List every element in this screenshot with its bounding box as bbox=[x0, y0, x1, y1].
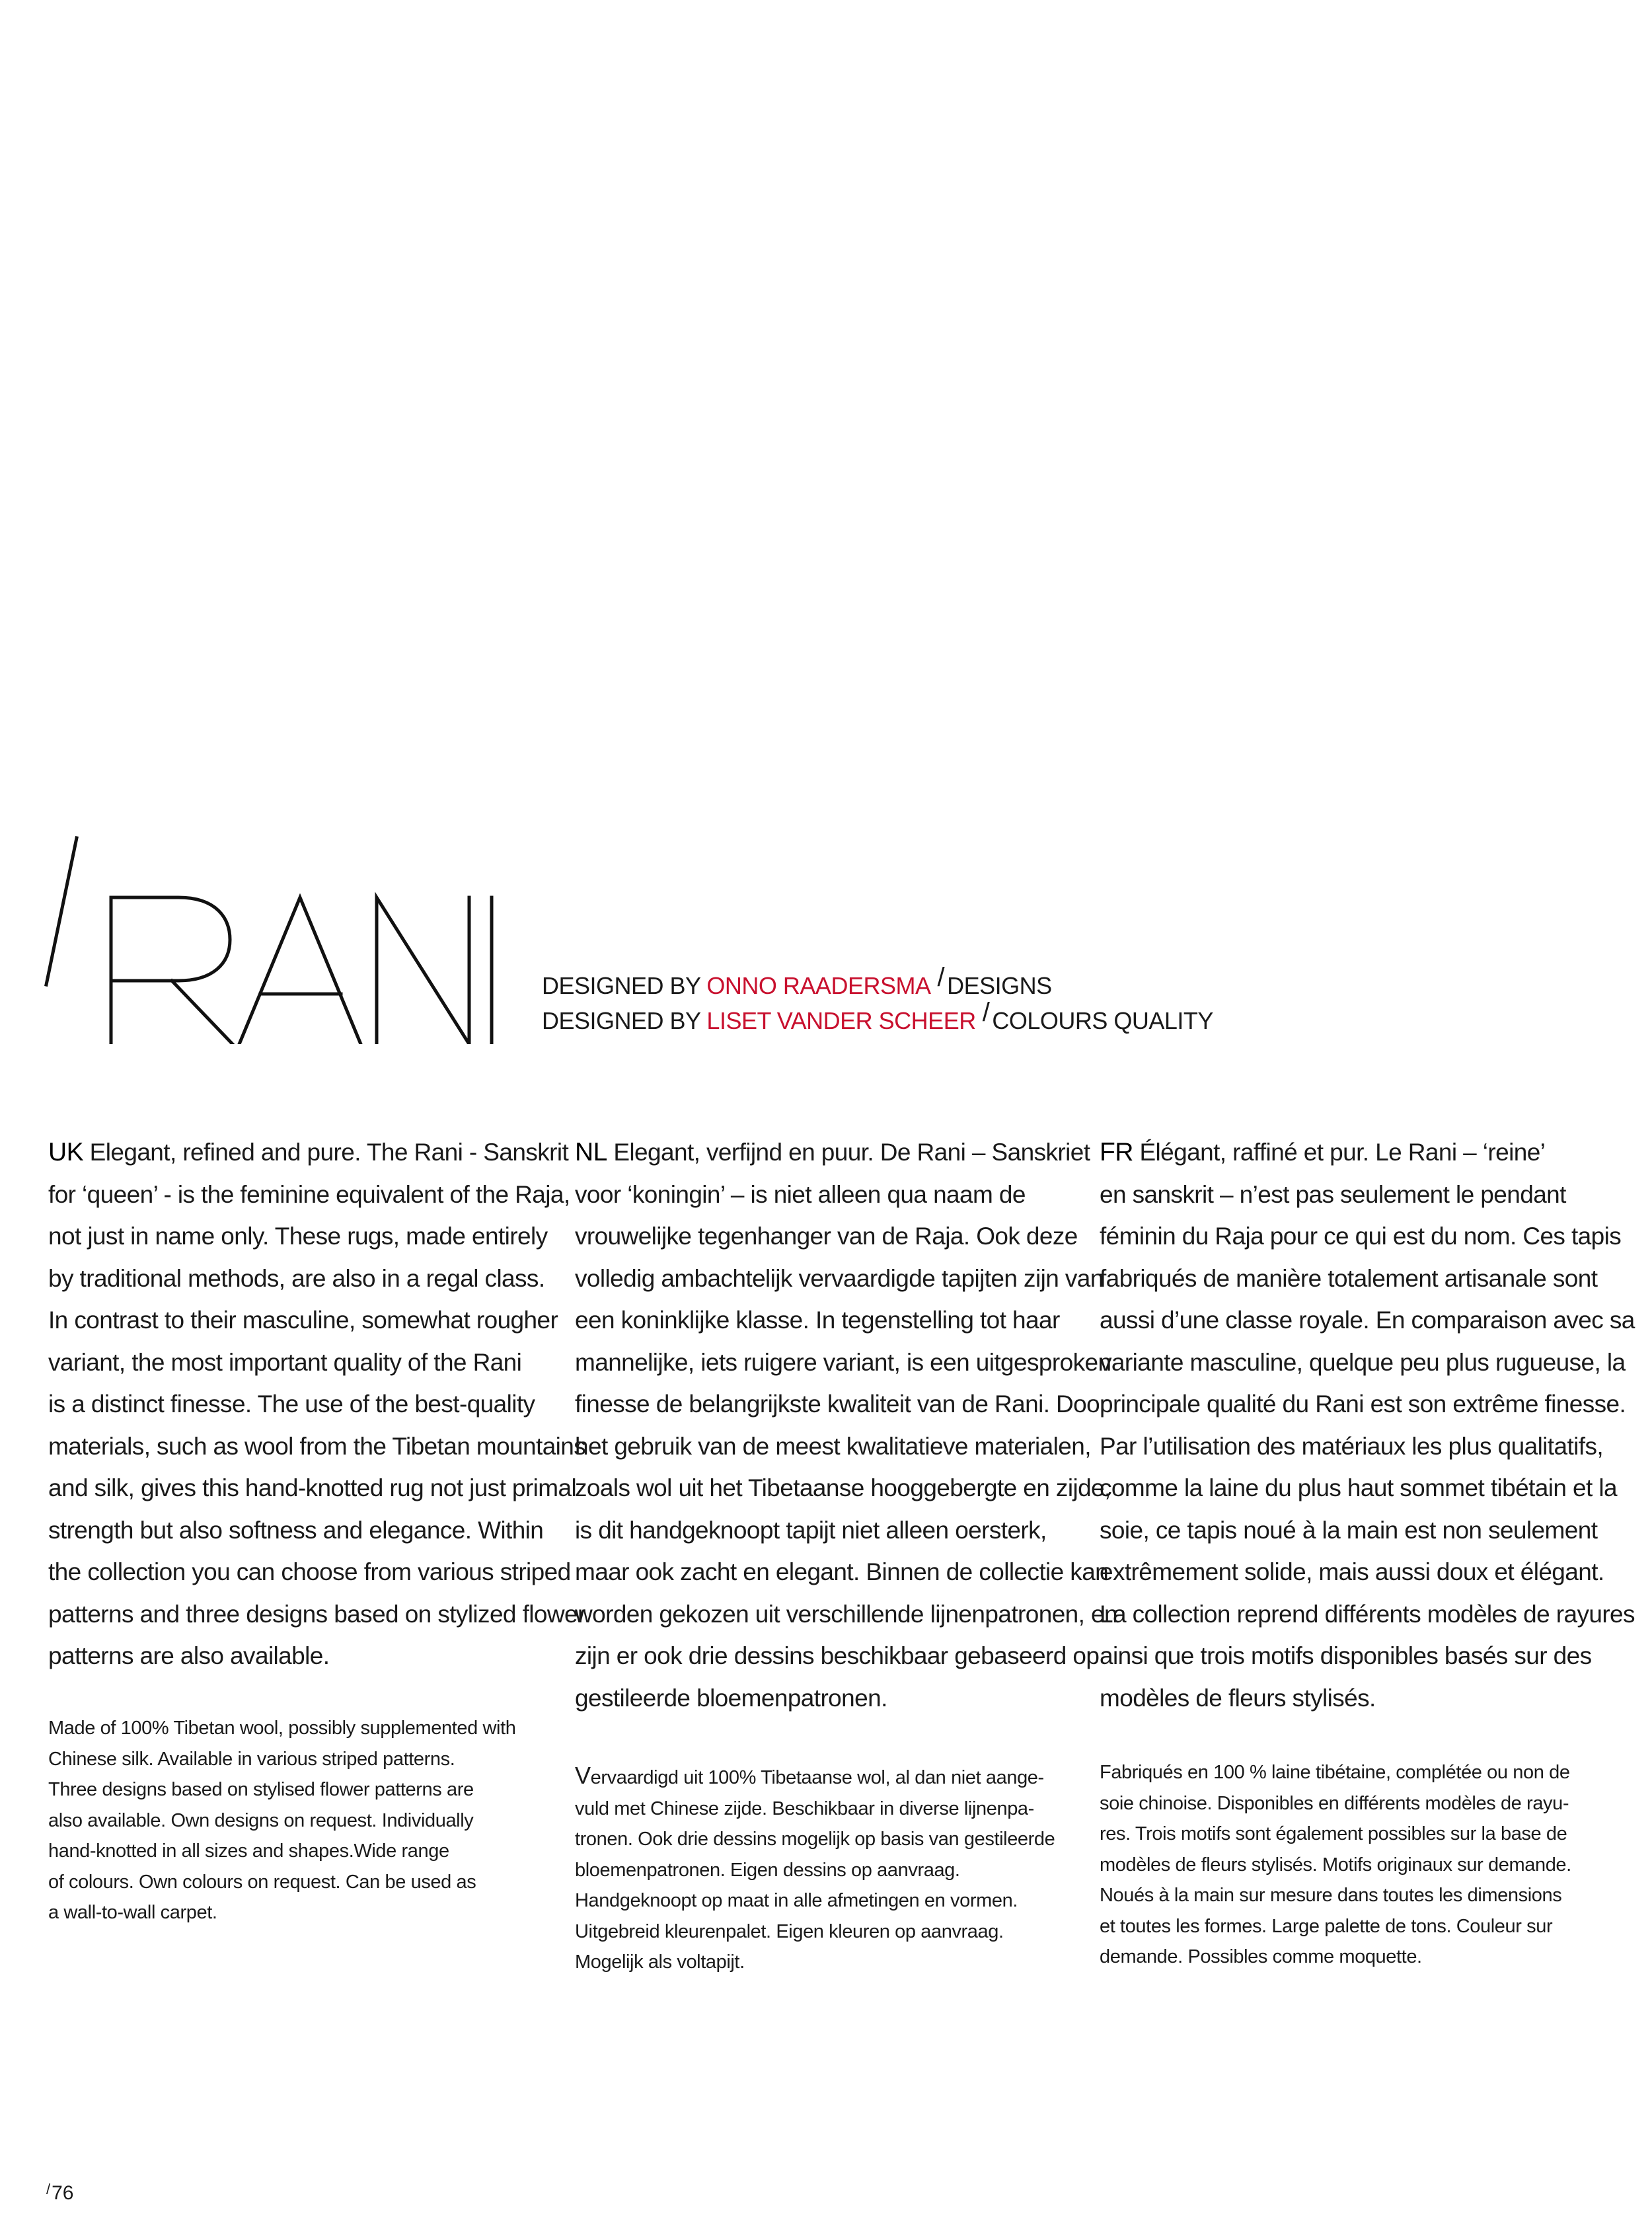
spec-line: tronen. Ook drie dessins mogelijk op basis van gestileerde bbox=[575, 1829, 1055, 1850]
spec-line: demande. Possibles comme moquette. bbox=[1100, 1946, 1422, 1967]
spec-line: Three designs based on stylised flower patterns are bbox=[48, 1779, 474, 1800]
text-line bbox=[575, 1131, 1090, 1174]
credit-separator: / bbox=[982, 998, 990, 1027]
spec-line: Fabriqués en 100 % laine tibétaine, complétée ou non de bbox=[1100, 1762, 1570, 1783]
credit-separator: / bbox=[937, 963, 945, 992]
credit-prefix: DESIGNED BY bbox=[542, 972, 707, 999]
title-letter-a bbox=[239, 897, 361, 1044]
text-line: patterns and three designs based on stylized flower bbox=[48, 1600, 585, 1628]
text-line: maar ook zacht en elegant. Binnen de collectie kan bbox=[575, 1558, 1109, 1585]
title-letter-r bbox=[111, 897, 233, 1044]
spec-line: Noués à la main sur mesure dans toutes les dimensions bbox=[1100, 1885, 1562, 1906]
product-specs bbox=[48, 1713, 515, 1928]
spec-line: modèles de fleurs stylisés. Motifs originaux sur demande. bbox=[1100, 1854, 1571, 1875]
text-line: zoals wol uit het Tibetaanse hooggebergte en zijde, bbox=[575, 1474, 1111, 1501]
text-line: La collection reprend différents modèles de rayures bbox=[1100, 1600, 1635, 1628]
page-number-slash: / bbox=[46, 2181, 51, 2197]
text-line: worden gekozen uit verschillende lijnenpatronen, en bbox=[575, 1600, 1117, 1628]
column-uk bbox=[48, 1131, 586, 1923]
text-line: fabriqués de manière totalement artisanale sont bbox=[1100, 1264, 1598, 1292]
spec-line: also available. Own designs on request. Individually bbox=[48, 1809, 474, 1831]
text-line: ainsi que trois motifs disponibles basés sur des bbox=[1100, 1642, 1592, 1669]
text-line: principale qualité du Rani est son extrême finesse. bbox=[1100, 1390, 1626, 1418]
text-line: aussi d’une classe royale. En comparaison avec sa bbox=[1100, 1307, 1635, 1334]
text-line: materials, such as wool from the Tibetan mountains bbox=[48, 1432, 586, 1460]
text-line: variant, the most important quality of the Rani bbox=[48, 1348, 522, 1376]
spec-line: Handgeknoopt op maat in alle afmetingen en vormen. bbox=[575, 1890, 1018, 1911]
language-code: UK bbox=[48, 1138, 83, 1166]
spec-line: a wall-to-wall carpet. bbox=[48, 1902, 217, 1923]
text-line: een koninklijke klasse. In tegenstelling tot haar bbox=[575, 1307, 1060, 1334]
credit-role: COLOURS QUALITY bbox=[992, 1007, 1213, 1034]
spec-line: res. Trois motifs sont également possibles sur la base de bbox=[1100, 1823, 1567, 1844]
credit-line-2 bbox=[542, 998, 1213, 1038]
language-code: FR bbox=[1100, 1138, 1133, 1166]
credit-line-1 bbox=[542, 963, 1213, 1003]
text-line: finesse de belangrijkste kwaliteit van de Rani. Door bbox=[575, 1390, 1108, 1418]
drop-letter: V bbox=[575, 1762, 591, 1789]
text-line: patterns are also available. bbox=[48, 1642, 330, 1669]
text-line: comme la laine du plus haut sommet tibétain et la bbox=[1100, 1474, 1617, 1501]
spec-line: soie chinoise. Disponibles en différents modèles de rayu- bbox=[1100, 1792, 1569, 1814]
text-line: extrêmement solide, mais aussi doux et élégant. bbox=[1100, 1558, 1604, 1585]
page-number bbox=[46, 2182, 74, 2205]
text-line-content: Elegant, verfijnd en puur. De Rani – Sanskriet bbox=[607, 1139, 1090, 1166]
title-slash bbox=[46, 838, 77, 985]
text-line: strength but also softness and elegance. Within bbox=[48, 1516, 544, 1544]
text-line: volledig ambachtelijk vervaardigde tapijten zijn van bbox=[575, 1264, 1104, 1292]
text-line: for ‘queen’ - is the feminine equivalent of the Raja, bbox=[48, 1180, 570, 1208]
spec-line: Chinese silk. Available in various striped patterns. bbox=[48, 1748, 455, 1770]
text-line: féminin du Raja pour ce qui est du nom. Ces tapis bbox=[1100, 1223, 1622, 1250]
text-line bbox=[48, 1131, 569, 1174]
spec-line: hand-knotted in all sizes and shapes.Wide range bbox=[48, 1840, 449, 1862]
text-line: en sanskrit – n’est pas seulement le pendant bbox=[1100, 1180, 1566, 1208]
language-code: NL bbox=[575, 1138, 607, 1166]
text-line: not just in name only. These rugs, made entirely bbox=[48, 1223, 548, 1250]
text-line: variante masculine, quelque peu plus rugueuse, la bbox=[1100, 1348, 1626, 1376]
text-line: voor ‘koningin’ – is niet alleen qua naam de bbox=[575, 1180, 1026, 1208]
page-number-value: 76 bbox=[52, 2182, 74, 2204]
text-line bbox=[1100, 1131, 1608, 1174]
text-line: by traditional methods, are also in a regal class. bbox=[48, 1264, 545, 1292]
text-line: gestileerde bloemenpatronen. bbox=[575, 1684, 887, 1712]
text-line: is a distinct finesse. The use of the best-quality bbox=[48, 1390, 535, 1418]
spec-line: bloemenpatronen. Eigen dessins op aanvraag. bbox=[575, 1859, 960, 1881]
text-line: vrouwelijke tegenhanger van de Raja. Ook deze bbox=[575, 1223, 1078, 1250]
credit-prefix: DESIGNED BY bbox=[542, 1007, 707, 1034]
product-specs bbox=[575, 1761, 1055, 1978]
text-line: In contrast to their masculine, somewhat rougher bbox=[48, 1307, 558, 1334]
text-line: the collection you can choose from various striped bbox=[48, 1558, 571, 1585]
designer-name: LISET VANDER SCHEER bbox=[706, 1007, 976, 1034]
spec-line: vuld met Chinese zijde. Beschikbaar in diverse lijnenpa- bbox=[575, 1798, 1034, 1819]
text-line: soie, ce tapis noué à la main est non seulement bbox=[1100, 1516, 1598, 1544]
text-line-content: Élégant, raffiné et pur. Le Rani – ‘reine’ bbox=[1133, 1139, 1546, 1166]
designer-name: ONNO RAADERSMA bbox=[706, 972, 931, 999]
page-title bbox=[40, 819, 515, 1044]
column-fr bbox=[1100, 1131, 1635, 1967]
spec-line bbox=[575, 1761, 1055, 1794]
text-line: Par l’utilisation des matériaux les plus qualitatifs, bbox=[1100, 1432, 1604, 1460]
body-paragraph bbox=[48, 1131, 586, 1677]
text-line-content: Elegant, refined and pure. The Rani - Sanskrit bbox=[83, 1139, 569, 1166]
credits bbox=[542, 963, 1213, 1038]
text-line: modèles de fleurs stylisés. bbox=[1100, 1684, 1376, 1712]
text-line: and silk, gives this hand-knotted rug not just primal bbox=[48, 1474, 577, 1501]
spec-line: Uitgebreid kleurenpalet. Eigen kleuren op aanvraag. bbox=[575, 1920, 1004, 1942]
text-line: mannelijke, iets ruigere variant, is een uitgesproken bbox=[575, 1348, 1111, 1376]
product-specs bbox=[1100, 1757, 1571, 1973]
spec-line: Made of 100% Tibetan wool, possibly supplemented with bbox=[48, 1718, 516, 1739]
credit-role: DESIGNS bbox=[947, 972, 1052, 999]
spec-line: of colours. Own colours on request. Can be used as bbox=[48, 1871, 476, 1893]
title-letter-n bbox=[377, 897, 469, 1044]
text-line: het gebruik van de meest kwalitatieve materialen, bbox=[575, 1432, 1091, 1460]
spec-line: et toutes les formes. Large palette de tons. Couleur sur bbox=[1100, 1915, 1553, 1937]
spec-line: Mogelijk als voltapijt. bbox=[575, 1951, 745, 1973]
text-line: zijn er ook drie dessins beschikbaar gebaseerd op bbox=[575, 1642, 1100, 1669]
text-line: is dit handgeknoopt tapijt niet alleen oersterk, bbox=[575, 1516, 1047, 1544]
body-paragraph bbox=[1100, 1131, 1635, 1719]
spec-line-content: ervaardigd uit 100% Tibetaanse wol, al dan niet aange- bbox=[590, 1767, 1044, 1788]
